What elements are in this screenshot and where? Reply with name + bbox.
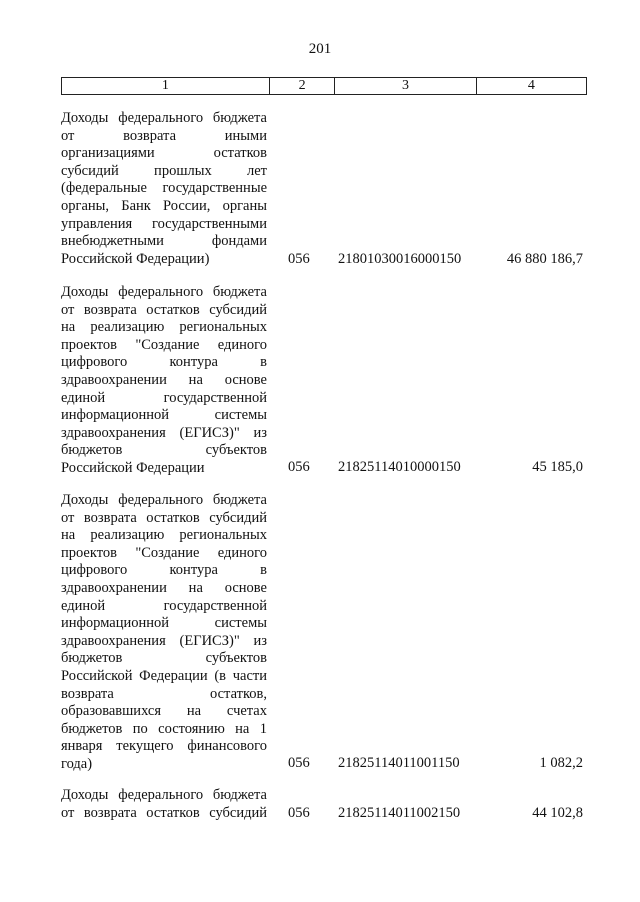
row-name-line: возврата остатков, <box>61 685 267 702</box>
row-name-line: единой государственной <box>61 389 267 406</box>
row-name-line: Доходы федерального бюджета <box>61 492 267 508</box>
row-name-line: субсидий прошлых лет <box>61 162 267 179</box>
row-name-line: проектов "Создание единого <box>61 544 267 561</box>
row-name-line: января текущего финансового <box>61 738 267 755</box>
row-name-line: информационной системы <box>61 615 267 632</box>
row-name-line: здравоохранении на основе <box>61 579 267 596</box>
row-name-line: на реализацию региональных <box>61 319 267 336</box>
row-kbk: 21825114011001150 <box>338 755 460 771</box>
row-name-line: органы, Банк России, органы <box>61 197 267 214</box>
row-name-line: цифрового контура в <box>61 562 267 579</box>
row-amount: 1 082,2 <box>539 755 583 771</box>
row-name-line: на реализацию региональных <box>61 527 267 544</box>
row-name-line: организациями остатков <box>61 145 267 162</box>
header-col-2: 2 <box>269 78 335 94</box>
row-amount: 44 102,8 <box>532 805 583 821</box>
row-name <box>61 492 267 774</box>
row-code: 056 <box>288 805 310 821</box>
row-name-line: бюджетов субъектов <box>61 650 267 667</box>
header-col-1: 1 <box>161 78 169 93</box>
header-col-3: 3 <box>334 78 475 94</box>
row-name-line: образовавшихся на счетах <box>61 703 267 720</box>
row-name-line: года) <box>61 755 93 772</box>
row-name-line: от возврата остатков субсидий <box>61 804 267 821</box>
row-name-line: здравоохранении на основе <box>61 371 267 388</box>
row-name <box>61 110 267 268</box>
row-amount: 45 185,0 <box>532 459 583 475</box>
row-name-line: Российской Федерации (в части <box>61 667 267 684</box>
row-kbk: 21825114010000150 <box>338 459 461 475</box>
row-name-line: Доходы федерального бюджета <box>61 284 267 300</box>
row-name-line: проектов "Создание единого <box>61 336 267 353</box>
row-name-line: бюджетов по состоянию на 1 <box>61 720 267 737</box>
row-name <box>61 787 267 822</box>
row-name-line: Доходы федерального бюджета <box>61 787 267 803</box>
page-number: 201 <box>308 41 332 57</box>
row-kbk: 21801030016000150 <box>338 251 462 267</box>
row-amount: 46 880 186,7 <box>506 251 583 267</box>
row-name-line: от возврата остатков субсидий <box>61 301 267 318</box>
row-name <box>61 284 267 478</box>
table-header <box>61 77 587 95</box>
row-name-line: здравоохранения (ЕГИСЗ)" из <box>61 424 267 441</box>
row-name-line: Российской Федерации <box>61 459 205 476</box>
header-col-4: 4 <box>476 78 586 94</box>
row-name-line: бюджетов субъектов <box>61 442 267 459</box>
row-kbk: 21825114011002150 <box>338 805 461 821</box>
row-name-line: здравоохранения (ЕГИСЗ)" из <box>61 632 267 649</box>
row-code: 056 <box>288 755 310 771</box>
row-name-line: (федеральные государственные <box>61 180 267 197</box>
row-name-line: от возврата остатков субсидий <box>61 509 267 526</box>
row-name-line: управления государственными <box>61 215 267 232</box>
row-code: 056 <box>288 251 310 267</box>
row-name-line: информационной системы <box>61 407 267 424</box>
row-name-line: единой государственной <box>61 597 267 614</box>
row-name-line: внебюджетными фондами <box>61 233 267 250</box>
row-code: 056 <box>288 459 310 475</box>
row-name-line: Доходы федерального бюджета <box>61 110 267 126</box>
row-name-line: от возврата иными <box>61 127 267 144</box>
row-name-line: Российской Федерации) <box>61 250 210 267</box>
row-name-line: цифрового контура в <box>61 354 267 371</box>
